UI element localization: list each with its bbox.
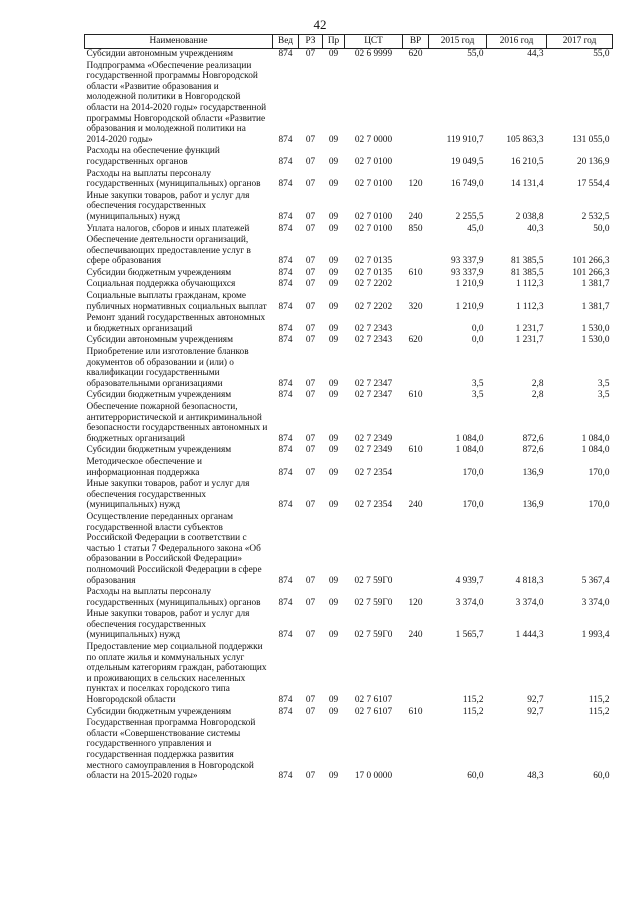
cell-vr xyxy=(403,146,429,168)
table-row xyxy=(85,479,613,512)
cell-2016: 1 444,3 xyxy=(515,630,544,641)
cell-2015: 119 910,7 xyxy=(446,134,484,145)
table-header-row xyxy=(85,35,613,49)
cell-name: Субсидии бюджетным учреждениям xyxy=(86,390,232,401)
cell-ved: 874 xyxy=(278,49,293,59)
cell-cst: 02 7 2343 xyxy=(354,323,393,334)
cell-name: Иные закупки товаров, работ и услуг для обеспечения государственных (муниципальных) нужд xyxy=(86,609,250,641)
table-row xyxy=(85,235,613,268)
cell-2017: 1 084,0 xyxy=(581,433,610,444)
cell-vr: 610 xyxy=(408,706,423,717)
cell-2015: 3 374,0 xyxy=(455,597,484,608)
table-row xyxy=(85,49,613,61)
cell-2015: 115,2 xyxy=(462,695,484,706)
cell-cst: 02 7 0000 xyxy=(354,134,393,145)
cell-rz: 07 xyxy=(305,179,316,190)
cell-rz: 07 xyxy=(305,49,316,59)
cell-name: Социальные выплаты гражданам, кроме публичных нормативных социальных выплат xyxy=(86,291,267,312)
cell-cst: 02 7 59Г0 xyxy=(354,575,393,586)
cell-cst: 02 7 2347 xyxy=(354,378,393,389)
cell-name: Иные закупки товаров, работ и услуг для обеспечения государственных (муниципальных) нужд xyxy=(86,190,250,222)
cell-rz: 07 xyxy=(305,597,316,608)
header-rz: РЗ xyxy=(299,35,323,49)
cell-rz: 07 xyxy=(305,630,316,641)
cell-name: Субсидии автономным учреждениям xyxy=(86,49,233,59)
cell-2017: 1 084,0 xyxy=(581,445,610,456)
cell-pr: 09 xyxy=(328,695,339,706)
cell-2015: 1 210,9 xyxy=(455,301,484,312)
cell-2016: 40,3 xyxy=(527,223,544,234)
table-row xyxy=(85,609,613,642)
cell-name: Подпрограмма «Обеспечение реализации государственной программы Новгородской области «Развитие образования и молодежной политики в Новгородской области на 2014-2020 годы» государственной программы Новгородской области «Развитие образования и молодежной политики на 2014-2020 годы» xyxy=(86,60,267,145)
cell-ved: 874 xyxy=(278,156,293,167)
cell-2016: 14 131,4 xyxy=(510,179,544,190)
cell-2016: 2,8 xyxy=(531,378,544,389)
cell-2015: 16 749,0 xyxy=(450,179,484,190)
cell-2016: 105 863,3 xyxy=(506,134,544,145)
table-row xyxy=(85,347,613,390)
header-name: Наименование xyxy=(85,35,273,49)
cell-pr: 09 xyxy=(328,301,339,312)
cell-2016: 872,6 xyxy=(522,445,544,456)
cell-2015: 0,0 xyxy=(471,323,484,334)
cell-cst: 02 7 0100 xyxy=(354,223,393,234)
cell-pr: 09 xyxy=(328,575,339,586)
cell-pr: 09 xyxy=(328,467,339,478)
table-row xyxy=(85,402,613,445)
cell-cst: 02 6 9999 xyxy=(354,49,393,59)
cell-name: Субсидии бюджетным учреждениям xyxy=(86,267,232,278)
cell-2017: 101 266,3 xyxy=(572,256,610,267)
cell-vr: 240 xyxy=(408,500,423,511)
cell-vr: 120 xyxy=(408,179,423,190)
cell-2016: 1 231,7 xyxy=(515,335,544,346)
cell-pr: 09 xyxy=(328,256,339,267)
cell-ved: 874 xyxy=(278,706,293,717)
cell-rz: 07 xyxy=(305,256,316,267)
cell-vr: 620 xyxy=(408,49,423,59)
table-row xyxy=(85,224,613,236)
cell-ved: 874 xyxy=(278,771,293,782)
cell-2016: 3 374,0 xyxy=(515,597,544,608)
cell-ved: 874 xyxy=(278,301,293,312)
cell-pr: 09 xyxy=(328,279,339,290)
cell-2016: 44,3 xyxy=(527,49,544,59)
cell-cst: 02 7 2354 xyxy=(354,467,393,478)
cell-2016: 1 231,7 xyxy=(515,323,544,334)
cell-rz: 07 xyxy=(305,390,316,401)
cell-cst: 02 7 0100 xyxy=(354,211,393,222)
cell-2016: 2 038,8 xyxy=(515,211,544,222)
cell-vr: 240 xyxy=(408,211,423,222)
cell-cst: 02 7 0100 xyxy=(354,179,393,190)
table-row xyxy=(85,335,613,347)
cell-2015: 0,0 xyxy=(471,335,484,346)
cell-2017: 115,2 xyxy=(588,706,610,717)
cell-2017: 50,0 xyxy=(593,223,610,234)
cell-2016: 136,9 xyxy=(522,500,544,511)
table-row xyxy=(85,146,613,168)
cell-vr xyxy=(403,347,429,390)
table-row xyxy=(85,169,613,191)
cell-name: Субсидии автономным учреждениям xyxy=(86,335,233,346)
cell-2017: 1 530,0 xyxy=(581,323,610,334)
cell-2015: 1 565,7 xyxy=(455,630,484,641)
cell-2015: 19 049,5 xyxy=(450,156,484,167)
cell-ved: 874 xyxy=(278,597,293,608)
cell-rz: 07 xyxy=(305,771,316,782)
cell-2017: 2 532,5 xyxy=(581,211,610,222)
table-row xyxy=(85,291,613,313)
cell-2017: 1 381,7 xyxy=(581,279,610,290)
cell-rz: 07 xyxy=(305,323,316,334)
cell-vr: 610 xyxy=(408,445,423,456)
cell-pr: 09 xyxy=(328,630,339,641)
cell-cst: 02 7 59Г0 xyxy=(354,630,393,641)
cell-cst: 02 7 0100 xyxy=(354,156,393,167)
cell-vr: 240 xyxy=(408,630,423,641)
cell-pr: 09 xyxy=(328,134,339,145)
cell-rz: 07 xyxy=(305,695,316,706)
table-row xyxy=(85,642,613,707)
table-row xyxy=(85,457,613,479)
cell-name: Ремонт зданий государственных автономных и бюджетных организаций xyxy=(86,313,266,334)
cell-vr: 620 xyxy=(408,335,423,346)
cell-2015: 45,0 xyxy=(467,223,484,234)
cell-ved: 874 xyxy=(278,500,293,511)
cell-name: Субсидии бюджетным учреждениям xyxy=(86,445,232,456)
table-body xyxy=(85,49,613,783)
cell-2015: 115,2 xyxy=(462,706,484,717)
cell-pr: 09 xyxy=(328,49,339,59)
table-row xyxy=(85,279,613,291)
table-row xyxy=(85,512,613,587)
cell-ved: 874 xyxy=(278,279,293,290)
cell-2017: 101 266,3 xyxy=(572,267,610,278)
table-row xyxy=(85,268,613,280)
cell-2015: 93 337,9 xyxy=(450,256,484,267)
table-row xyxy=(85,390,613,402)
cell-pr: 09 xyxy=(328,390,339,401)
cell-2015: 3,5 xyxy=(471,390,484,401)
table-row xyxy=(85,718,613,783)
table-row xyxy=(85,313,613,335)
cell-vr xyxy=(403,718,429,783)
table-row xyxy=(85,61,613,147)
cell-rz: 07 xyxy=(305,378,316,389)
cell-2017: 3,5 xyxy=(597,378,610,389)
cell-ved: 874 xyxy=(278,256,293,267)
cell-ved: 874 xyxy=(278,445,293,456)
cell-2016: 136,9 xyxy=(522,467,544,478)
cell-vr xyxy=(403,512,429,587)
cell-2017: 20 136,9 xyxy=(576,156,610,167)
cell-2015: 1 210,9 xyxy=(455,279,484,290)
cell-name: Обеспечение пожарной безопасности, антитеррористической и антикриминальной безопасности государственных автономных и бюджетных организаций xyxy=(86,402,268,444)
cell-2016: 81 385,5 xyxy=(510,267,544,278)
cell-2015: 1 084,0 xyxy=(455,445,484,456)
cell-vr: 120 xyxy=(408,597,423,608)
cell-pr: 09 xyxy=(328,156,339,167)
cell-pr: 09 xyxy=(328,323,339,334)
cell-pr: 09 xyxy=(328,223,339,234)
cell-2015: 1 084,0 xyxy=(455,433,484,444)
cell-name: Осуществление переданных органам государственной власти субъектов Российской Федерации в соответствии с частью 1 статьи 7 Федерального закона «Об образовании в Российской Федерации» полномочий Российской Федерации в сфере образования xyxy=(86,511,262,586)
cell-name: Социальная поддержка обучающихся xyxy=(86,279,236,290)
cell-name: Субсидии бюджетным учреждениям xyxy=(86,706,232,717)
cell-vr: 850 xyxy=(408,223,423,234)
cell-rz: 07 xyxy=(305,500,316,511)
cell-2015: 3,5 xyxy=(471,378,484,389)
cell-2016: 2,8 xyxy=(531,390,544,401)
cell-rz: 07 xyxy=(305,267,316,278)
cell-vr xyxy=(403,313,429,335)
cell-2015: 4 939,7 xyxy=(455,575,484,586)
cell-vr xyxy=(403,61,429,147)
header-2015: 2015 год xyxy=(429,35,487,49)
cell-ved: 874 xyxy=(278,134,293,145)
cell-ved: 874 xyxy=(278,630,293,641)
cell-2016: 4 818,3 xyxy=(515,575,544,586)
header-2017: 2017 год xyxy=(547,35,613,49)
cell-vr xyxy=(403,235,429,268)
cell-pr: 09 xyxy=(328,211,339,222)
cell-cst: 17 0 0000 xyxy=(354,771,393,782)
cell-2017: 131 055,0 xyxy=(572,134,610,145)
cell-2015: 93 337,9 xyxy=(450,267,484,278)
cell-pr: 09 xyxy=(328,267,339,278)
cell-rz: 07 xyxy=(305,445,316,456)
cell-2016: 92,7 xyxy=(527,706,544,717)
cell-ved: 874 xyxy=(278,335,293,346)
cell-vr: 610 xyxy=(408,390,423,401)
cell-ved: 874 xyxy=(278,390,293,401)
cell-pr: 09 xyxy=(328,706,339,717)
table-row xyxy=(85,191,613,224)
cell-name: Обеспечение деятельности организаций, обеспечивающих предоставление услуг в сфере образования xyxy=(86,235,251,267)
cell-ved: 874 xyxy=(278,433,293,444)
cell-pr: 09 xyxy=(328,597,339,608)
cell-rz: 07 xyxy=(305,335,316,346)
header-pr: Пр xyxy=(323,35,345,49)
cell-rz: 07 xyxy=(305,134,316,145)
cell-vr: 320 xyxy=(408,301,423,312)
table-row xyxy=(85,587,613,609)
cell-name: Методическое обеспечение и информационная поддержка xyxy=(86,456,203,478)
cell-vr xyxy=(403,279,429,291)
cell-2015: 60,0 xyxy=(467,771,484,782)
header-cst: ЦСТ xyxy=(345,35,403,49)
cell-ved: 874 xyxy=(278,223,293,234)
header-ved: Вед xyxy=(273,35,299,49)
header-vr: ВР xyxy=(403,35,429,49)
cell-rz: 07 xyxy=(305,706,316,717)
cell-rz: 07 xyxy=(305,433,316,444)
cell-pr: 09 xyxy=(328,378,339,389)
cell-ved: 874 xyxy=(278,378,293,389)
cell-vr xyxy=(403,402,429,445)
cell-cst: 02 7 2202 xyxy=(354,301,393,312)
cell-ved: 874 xyxy=(278,267,293,278)
cell-name: Расходы на выплаты персоналу государственных (муниципальных) органов xyxy=(86,587,261,608)
cell-cst: 02 7 59Г0 xyxy=(354,597,393,608)
cell-2016: 16 210,5 xyxy=(510,156,544,167)
cell-2015: 170,0 xyxy=(462,467,484,478)
cell-name: Расходы на выплаты персоналу государственных (муниципальных) органов xyxy=(86,168,261,190)
cell-cst: 02 7 2202 xyxy=(354,279,393,290)
cell-cst: 02 7 0135 xyxy=(354,256,393,267)
cell-2017: 60,0 xyxy=(593,771,610,782)
cell-cst: 02 7 6107 xyxy=(354,695,393,706)
cell-vr xyxy=(403,642,429,707)
cell-cst: 02 7 2349 xyxy=(354,445,393,456)
cell-2017: 3,5 xyxy=(597,390,610,401)
cell-2017: 170,0 xyxy=(588,467,610,478)
cell-2017: 1 530,0 xyxy=(581,335,610,346)
table-row xyxy=(85,445,613,457)
cell-name: Иные закупки товаров, работ и услуг для обеспечения государственных (муниципальных) нужд xyxy=(86,479,250,511)
cell-cst: 02 7 6107 xyxy=(354,706,393,717)
cell-rz: 07 xyxy=(305,575,316,586)
cell-cst: 02 7 0135 xyxy=(354,267,393,278)
cell-2016: 1 112,3 xyxy=(515,279,544,290)
cell-2017: 115,2 xyxy=(588,695,610,706)
cell-ved: 874 xyxy=(278,211,293,222)
cell-2017: 17 554,4 xyxy=(576,179,610,190)
cell-pr: 09 xyxy=(328,500,339,511)
cell-rz: 07 xyxy=(305,211,316,222)
cell-2015: 2 255,5 xyxy=(455,211,484,222)
cell-rz: 07 xyxy=(305,467,316,478)
cell-ved: 874 xyxy=(278,323,293,334)
cell-name: Государственная программа Новгородской области «Совершенствование системы государственного управления и государственная поддержка развития местного самоуправления в Новгородской области на 2015-2020 годы» xyxy=(86,718,256,782)
cell-rz: 07 xyxy=(305,279,316,290)
cell-2017: 170,0 xyxy=(588,500,610,511)
cell-pr: 09 xyxy=(328,433,339,444)
cell-vr: 610 xyxy=(408,267,423,278)
cell-vr xyxy=(403,457,429,479)
cell-2016: 1 112,3 xyxy=(515,301,544,312)
cell-2017: 55,0 xyxy=(593,49,610,59)
cell-pr: 09 xyxy=(328,771,339,782)
cell-pr: 09 xyxy=(328,445,339,456)
cell-name: Уплата налогов, сборов и иных платежей xyxy=(86,223,250,234)
table-row xyxy=(85,707,613,719)
cell-name: Расходы на обеспечение функций государственных органов xyxy=(86,146,220,167)
cell-2016: 48,3 xyxy=(527,771,544,782)
cell-ved: 874 xyxy=(278,575,293,586)
cell-2016: 81 385,5 xyxy=(510,256,544,267)
cell-rz: 07 xyxy=(305,301,316,312)
cell-ved: 874 xyxy=(278,695,293,706)
cell-ved: 874 xyxy=(278,179,293,190)
cell-cst: 02 7 2349 xyxy=(354,433,393,444)
cell-name: Предоставление мер социальной поддержки по оплате жилья и коммунальных услуг отдельным категориям граждан, работающих и проживающих в сельских населенных пунктах и поселках городского типа Новгородской области xyxy=(86,642,267,706)
page-number: 42 xyxy=(313,17,327,32)
cell-2017: 1 381,7 xyxy=(581,301,610,312)
cell-2017: 1 993,4 xyxy=(581,630,610,641)
cell-2015: 170,0 xyxy=(462,500,484,511)
cell-ved: 874 xyxy=(278,467,293,478)
cell-2017: 5 367,4 xyxy=(581,575,610,586)
cell-2016: 872,6 xyxy=(522,433,544,444)
cell-pr: 09 xyxy=(328,179,339,190)
budget-table xyxy=(84,34,613,783)
cell-cst: 02 7 2347 xyxy=(354,390,393,401)
cell-cst: 02 7 2354 xyxy=(354,500,393,511)
cell-cst: 02 7 2343 xyxy=(354,335,393,346)
cell-pr: 09 xyxy=(328,335,339,346)
header-2016: 2016 год xyxy=(487,35,547,49)
cell-name: Приобретение или изготовление бланков документов об образовании и (или) о квалификации государственными образовательными организациями xyxy=(86,347,249,389)
cell-rz: 07 xyxy=(305,223,316,234)
cell-2017: 3 374,0 xyxy=(581,597,610,608)
cell-rz: 07 xyxy=(305,156,316,167)
cell-2016: 92,7 xyxy=(527,695,544,706)
cell-2015: 55,0 xyxy=(467,49,484,59)
